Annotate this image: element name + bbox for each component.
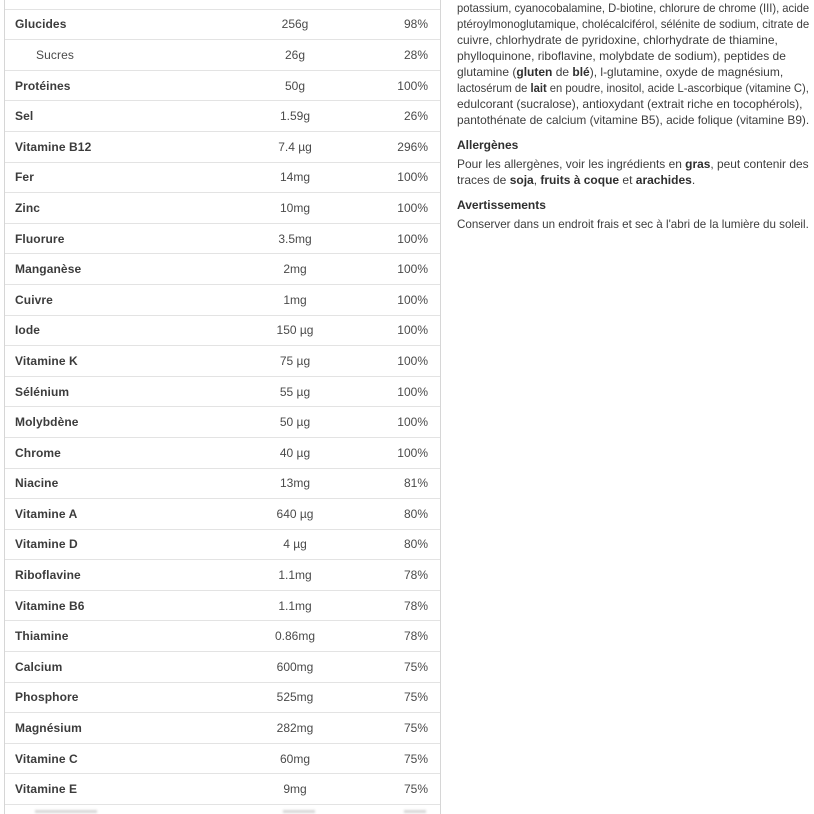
table-row: [5, 683, 440, 714]
cutoff-row-top: [5, 0, 440, 10]
table-row: [5, 193, 440, 224]
cutoff-row-remnant: [404, 810, 426, 813]
nutrient-amount: 75 µg: [279, 353, 311, 368]
nutrient-label: Zinc: [15, 200, 41, 215]
nutrient-label: Vitamine K: [15, 353, 78, 368]
nutrient-label: Fluorure: [15, 231, 65, 246]
nutrient-amount: 3.5mg: [278, 231, 312, 246]
nutrient-percent: 81%: [403, 476, 428, 491]
nutrient-label: Cuivre: [15, 292, 53, 307]
nutrient-percent: 100%: [397, 384, 428, 399]
nutrient-percent: 100%: [397, 323, 428, 338]
nutrient-label: Sélénium: [15, 384, 70, 399]
nutrient-amount: 2mg: [283, 262, 307, 277]
nutrient-amount: 55 µg: [279, 384, 311, 399]
nutrient-amount: 0.86mg: [274, 629, 316, 644]
table-row: [5, 713, 440, 744]
nutrient-amount: 640 µg: [276, 506, 314, 521]
table-row: [5, 530, 440, 561]
nutrient-percent: 100%: [397, 78, 428, 93]
nutrient-amount: 256g: [281, 17, 309, 32]
table-row: [5, 560, 440, 591]
table-row: [5, 652, 440, 683]
table-row: [5, 469, 440, 500]
cutoff-row-remnant: [35, 810, 97, 813]
nutrient-percent: 80%: [403, 506, 428, 521]
table-row: [5, 285, 440, 316]
ingredients-paragraph: potassium, cyanocobalamine, D-biotine, chlorure de chrome (III), acide ptéroylmonoglutamique, cholécalciférol, sélénite de sodium, citrate de cuivre, chlorhydrate de pyridoxine, chlorhydrate de thiamine, phylloquinone, riboflavine, molybdate de sodium), peptides de glutamine (gluten de blé), l-glutamine, oxyde de magnésium, lactosérum de lait en poudre, inositol, acide L-ascorbique (vitamine C), edulcorant (sucralose), antioxydant (extrait riche en tocophérols), pantothénate de calcium (vitamine B5), acide folique (vitamine B9).: [457, 1, 810, 127]
table-row: [5, 438, 440, 469]
nutrient-label: Vitamine D: [15, 537, 78, 552]
nutrient-amount: 600mg: [276, 659, 314, 674]
nutrient-percent: 100%: [397, 415, 428, 430]
cutoff-row-remnant: [283, 810, 315, 813]
nutrient-amount: 1.1mg: [278, 568, 312, 583]
nutrient-label: Riboflavine: [15, 568, 81, 583]
nutrient-amount: 26g: [284, 47, 306, 62]
nutrient-amount: 9mg: [283, 782, 307, 797]
table-row: [5, 224, 440, 255]
warnings-paragraph: Conserver dans un endroit frais et sec à l'abri de la lumière du soleil.: [457, 217, 809, 231]
nutrient-label: Sel: [15, 109, 34, 124]
table-row: [5, 499, 440, 530]
nutrient-label: Vitamine B12: [15, 139, 92, 154]
nutrient-percent: 100%: [397, 262, 428, 277]
nutrient-label: Vitamine C: [15, 751, 78, 766]
nutrient-amount: 1mg: [283, 292, 307, 307]
nutrient-percent: 26%: [403, 109, 428, 124]
nutrient-percent: 75%: [403, 721, 428, 736]
nutrient-label: Vitamine A: [15, 506, 78, 521]
nutrient-percent: 100%: [397, 200, 428, 215]
warnings-heading: Avertissements: [457, 198, 546, 212]
nutrient-label: Thiamine: [15, 629, 69, 644]
nutrient-percent: 100%: [397, 445, 428, 460]
table-row: [5, 621, 440, 652]
nutrient-label: Molybdène: [15, 415, 79, 430]
nutrient-amount: 7.4 µg: [278, 139, 312, 154]
product-info-column: [457, 0, 809, 232]
nutrient-amount: 4 µg: [283, 537, 307, 552]
table-row: [5, 40, 440, 71]
nutrient-percent: 100%: [397, 231, 428, 246]
nutrient-percent: 28%: [403, 47, 428, 62]
nutrient-label: Phosphore: [15, 690, 79, 705]
nutrient-percent: 78%: [403, 598, 428, 613]
nutrient-percent: 78%: [403, 568, 428, 583]
table-row: [5, 591, 440, 622]
nutrient-label: Vitamine E: [15, 782, 78, 797]
nutrient-percent: 75%: [403, 782, 428, 797]
nutrient-label: Calcium: [15, 659, 63, 674]
nutrient-percent: 100%: [397, 353, 428, 368]
table-row: [5, 316, 440, 347]
nutrient-percent: 75%: [403, 690, 428, 705]
nutrient-label: Glucides: [15, 17, 67, 32]
table-row: [5, 254, 440, 285]
nutrient-percent: 78%: [403, 629, 428, 644]
nutrient-amount: 150 µg: [276, 323, 314, 338]
nutrient-amount: 10mg: [279, 200, 311, 215]
nutrient-percent: 75%: [403, 751, 428, 766]
nutrition-table-rows: [5, 10, 440, 805]
nutrient-label: Magnésium: [15, 721, 82, 736]
nutrient-percent: 296%: [397, 139, 428, 154]
table-row: [5, 71, 440, 102]
nutrient-label: Iode: [15, 323, 41, 338]
nutrient-percent: 100%: [397, 170, 428, 185]
nutrient-amount: 1.1mg: [278, 598, 312, 613]
nutrient-amount: 40 µg: [279, 445, 311, 460]
nutrient-percent: 80%: [403, 537, 428, 552]
nutrient-label: Chrome: [15, 445, 61, 460]
nutrient-label: Vitamine B6: [15, 598, 85, 613]
nutrient-amount: 1.59g: [279, 109, 311, 124]
table-row: [5, 163, 440, 194]
nutrient-label: Protéines: [15, 78, 71, 93]
nutrient-amount: 14mg: [279, 170, 311, 185]
nutrient-label: Sucres: [36, 47, 74, 62]
allergens-paragraph: Pour les allergènes, voir les ingrédients en gras, peut contenir des traces de soja, fruits à coque et arachides.: [457, 157, 809, 187]
table-row: [5, 774, 440, 805]
table-row: [5, 346, 440, 377]
table-row: [5, 377, 440, 408]
nutrient-amount: 60mg: [279, 751, 311, 766]
nutrient-percent: 98%: [403, 17, 428, 32]
table-row: [5, 132, 440, 163]
nutrient-percent: 100%: [397, 292, 428, 307]
nutrient-percent: 75%: [403, 659, 428, 674]
nutrient-amount: 525mg: [276, 690, 314, 705]
allergens-heading: Allergènes: [457, 138, 519, 152]
nutrient-amount: 50g: [284, 78, 306, 93]
table-row: [5, 744, 440, 775]
table-row: [5, 10, 440, 41]
nutrition-table: [4, 0, 441, 814]
nutrient-label: Niacine: [15, 476, 59, 491]
nutrient-amount: 13mg: [279, 476, 311, 491]
nutrient-amount: 282mg: [276, 721, 314, 736]
nutrient-label: Fer: [15, 170, 34, 185]
nutrient-label: Manganèse: [15, 262, 82, 277]
table-row: [5, 407, 440, 438]
nutrient-amount: 50 µg: [279, 415, 311, 430]
table-row: [5, 101, 440, 132]
